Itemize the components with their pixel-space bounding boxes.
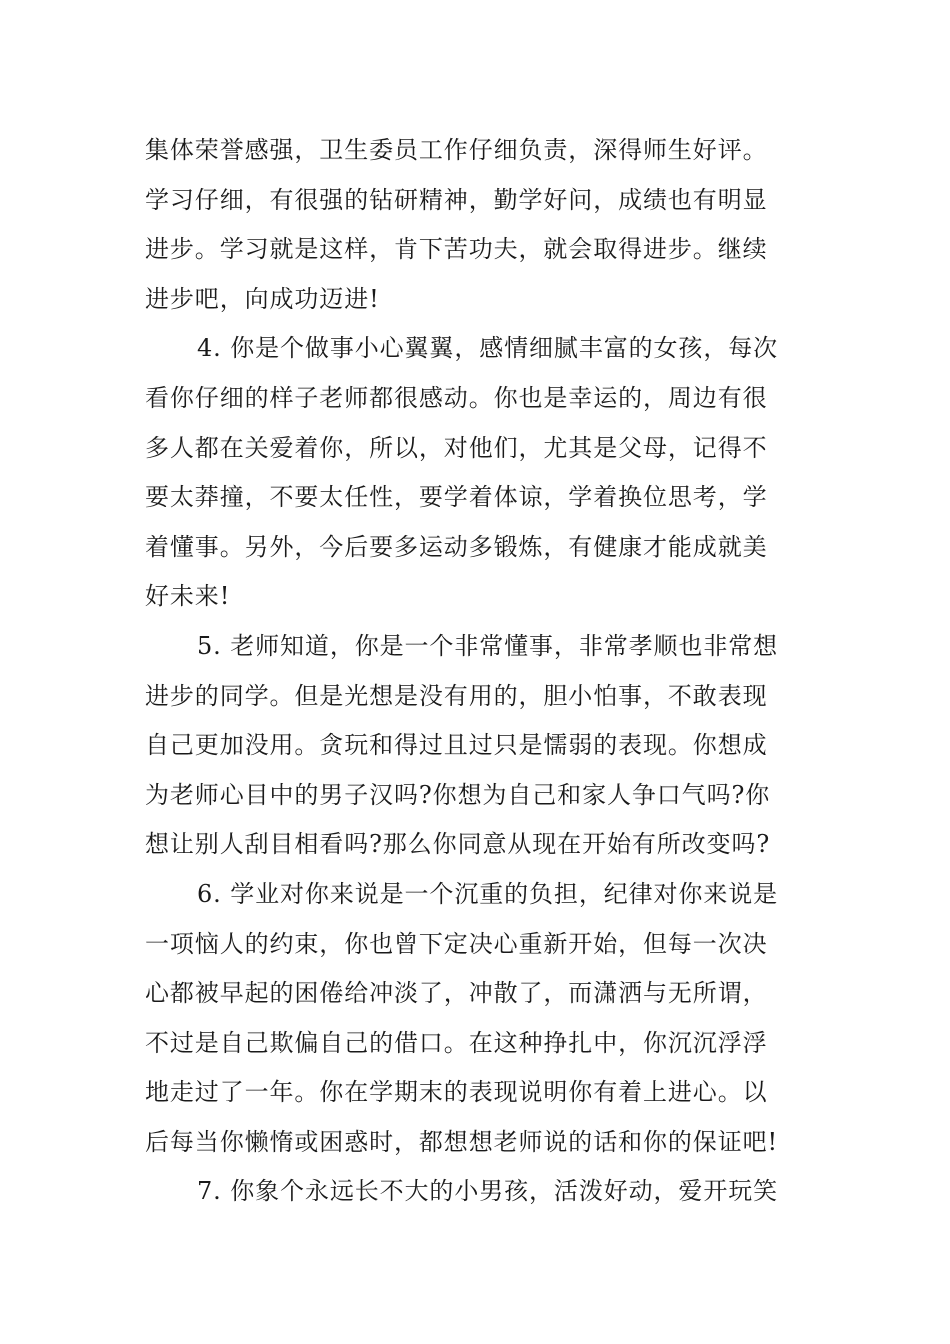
text-line: 7. 你象个永远长不大的小男孩，活泼好动，爱开玩笑	[197, 1177, 779, 1206]
text-line: 6. 学业对你来说是一个沉重的负担，纪律对你来说是	[197, 879, 779, 908]
text-line: 5. 老师知道，你是一个非常懂事，非常孝顺也非常想	[197, 631, 779, 660]
text-line: 集体荣誉感强，卫生委员工作仔细负责，深得师生好评。	[145, 136, 768, 164]
text-line: 进步的同学。但是光想是没有用的，胆小怕事，不敢表现	[145, 681, 768, 710]
paragraph-item-6	[145, 870, 810, 1168]
paragraph-item-4	[145, 324, 810, 622]
document-page	[145, 126, 810, 1217]
text-line: 后每当你懒惰或困惑时，都想想老师说的话和你的保证吧!	[145, 1127, 779, 1156]
text-line: 心都被早起的困倦给冲淡了，冲散了，而潇洒与无所谓，	[145, 979, 768, 1008]
paragraph-item-7	[145, 1167, 810, 1217]
text-line: 看你仔细的样子老师都很感动。你也是幸运的，周边有很	[145, 383, 768, 412]
text-line: 想让别人刮目相看吗?那么你同意从现在开始有所改变吗?	[145, 830, 771, 859]
text-line: 为老师心目中的男子汉吗?你想为自己和家人争口气吗?你	[145, 780, 771, 809]
text-line: 着懂事。另外，今后要多运动多锻炼，有健康才能成就美	[145, 532, 768, 561]
text-line: 好未来!	[145, 582, 231, 611]
paragraph-continuation	[145, 126, 810, 324]
text-line: 地走过了一年。你在学期末的表现说明你有着上进心。以	[145, 1078, 768, 1107]
text-line: 多人都在关爱着你，所以，对他们，尤其是父母，记得不	[145, 433, 768, 462]
text-line: 进步。学习就是这样，肯下苦功夫，就会取得进步。继续	[145, 235, 768, 264]
text-line: 一项恼人的约束，你也曾下定决心重新开始，但每一次决	[145, 929, 768, 958]
text-line: 进步吧，向成功迈进!	[145, 284, 380, 313]
text-line: 学习仔细，有很强的钻研精神，勤学好问，成绩也有明显	[145, 185, 768, 214]
text-line: 自己更加没用。贪玩和得过且过只是懦弱的表现。你想成	[145, 731, 768, 760]
text-line: 不过是自己欺偏自己的借口。在这种挣扎中，你沉沉浮浮	[145, 1028, 768, 1057]
text-line: 4. 你是个做事小心翼翼，感情细腻丰富的女孩，每次	[197, 334, 779, 363]
paragraph-item-5	[145, 622, 810, 870]
text-line: 要太莽撞，不要太任性，要学着体谅，学着换位思考，学	[145, 483, 768, 512]
